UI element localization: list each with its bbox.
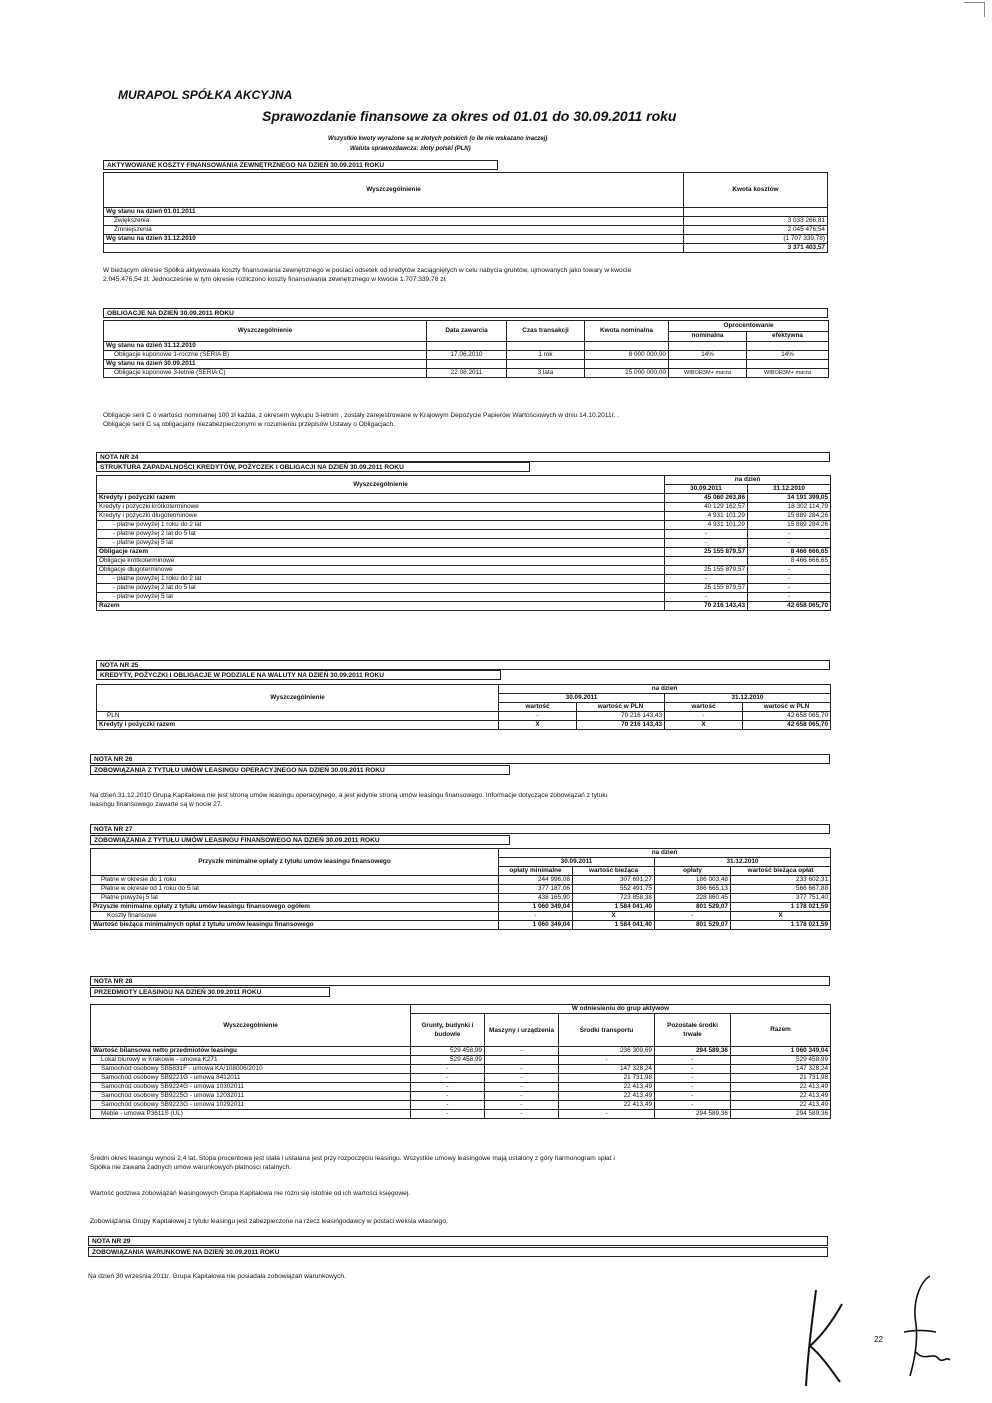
signature-initials (890, 1272, 960, 1382)
table-row: Wartość bieżąca minimalnych opłat z tytułu umów leasingu finansowego 1 060 349,04 1 584 041,40 801 529,07 1 178 021,59 (91, 921, 831, 930)
section-operating-lease-title: ZOBOWIĄZANIA Z TYTUŁU UMÓW LEASINGU OPERACYJNEGO NA DZIEŃ 30.09.2011 ROKU (90, 765, 510, 775)
table-row: - płatne powyżej 2 lat do 5 lat 25 155 879,57 - (97, 584, 831, 593)
operating-lease-text: Na dzień 31.12.2010 Grupa Kapitałowa nie jest stroną umów leasingu operacyjnego, a jest jedynie stroną umów leasingu finansowego. Informacje dotyczące zobowiązań z tytułu leasingu finansowego zawarte są w nocie 27. (90, 792, 608, 808)
contingent-text: Na dzień 30 września 2011r. Grupa Kapitałowa nie posiadała zobowiązań warunkowych. (88, 1273, 346, 1280)
table-row: Zwiększenia 3 033 266,81 (104, 217, 828, 226)
capitalized-costs-table (103, 172, 828, 253)
table-row: - płatne powyżej 1 roku do 2 lat - - (97, 575, 831, 584)
section-leased-assets-title: PRZEDMIOTY LEASINGU NA DZIEŃ 30.09.2011 ROKU (90, 987, 330, 997)
table-row: Wg stanu na dzień 01.01.2011 (104, 208, 828, 217)
section-maturity-title: STRUKTURA ZAPADALNOŚCI KREDYTÓW, POŻYCZEK I OBLIGACJI NA DZIEŃ 30.09.2011 ROKU (96, 462, 530, 472)
table-row: Wg stanu na dzień 31.12.2010 (1 707 339,78) (104, 235, 828, 244)
section-finance-lease-title: ZOBOWIĄZANIA Z TYTUŁU UMÓW LEASINGU FINANSOWEGO NA DZIEŃ 30.09.2011 ROKU (90, 835, 510, 845)
bonds-text: Obligacje serii C o wartości nominalnej 100 zł każda, z okresem wykupu 3-letnim , zostały zarejestrowane w Krajowym Depozycie Papierów Wartościowych w dniu 14.10.2011r. . Obligacje serii C są obligacjami niezabezpieczonymi w rozumieniu przepisów Ustawy o Obligacjach. (103, 412, 619, 428)
table-row: Wartość bilansowa netto przedmiotów leasingu 529 458,99 - 236 309,69 294 589,36 1 060 349,04 (91, 1047, 831, 1056)
table-row: Samochód osobowy SB9223G - umowa 10292011 - - 22 413,49 - 22 413,49 (91, 1101, 831, 1110)
table-row: Zmniejszenia 2 045 476,54 (104, 226, 828, 235)
table-row: Meble - umowa P3611S (UL) - - - 294 589,36 294 589,36 (91, 1110, 831, 1119)
table-row: Kredyty i pożyczki długoterminowe 4 931 101,29 15 889 284,26 (97, 512, 831, 521)
section-currency-title: KREDYTY, POŻYCZKI I OBLIGACJE W PODZIALE NA WALUTY NA DZIEŃ 30.09.2011 ROKU (96, 670, 501, 680)
nota-28-label: NOTA NR 28 (90, 976, 830, 986)
table-row: Obligacje krótkoterminowe 8 466 666,65 (97, 557, 831, 566)
leased-assets-table: Wyszczególnienie W odniesieniu do grup aktywów Grunty, budynki i budowle Maszyny i urządzenia Środki transportu Pozostałe środki trwałe Razem Wartość bilansowa netto przedmiotów leasingu 529 458,99 - 236 309,69 294 589,36 1 060 349,04 Lokal biurowy w Krakowie - umowa K271 529 458,99 - - 529 458,99 Samochód osobowy SB5831F - umowa KA/108006/2010 - - 147 328,24 - 147 328,24 Samochód osobowy SB9221G - umowa 8412011 - - 21 731,98 - 21 731,98 Samochód osobowy SB9224G - umowa 10302011 - - 22 413,49 - 22 413,49 Samochód osobowy SB9225G - umowa 12032011 - - 22 413,49 - 22 413,49 Samochód osobowy SB9223G - umowa 10292011 - - 22 413,49 - 22 413,49 Meble - umowa P3611S (UL) - - - 294 589,36 294 589,36 (90, 1004, 831, 1119)
table-row: - płatne powyżej 2 lat do 5 lat - - (97, 530, 831, 539)
nota-27-label: NOTA NR 27 (90, 824, 830, 834)
table-row: Lokal biurowy w Krakowie - umowa K271 529 458,99 - - 529 458,99 (91, 1056, 831, 1065)
table-row: Obligacje kuponowe 1-roczne (SERIA B) 17.06.2010 1 rok 8 000 000,00 14% 14% (104, 351, 829, 360)
nota-29-label: NOTA NR 29 (88, 1236, 828, 1246)
table-row: Koszty finansowe - X - X (91, 912, 831, 921)
table-row: Samochód osobowy SB9225G - umowa 12032011 - - 22 413,49 - 22 413,49 (91, 1092, 831, 1101)
nota-26-label: NOTA NR 26 (90, 754, 830, 764)
fair-value-text: Wartość godziwa zobowiązań leasingowych Grupa Kapitałowa nie różni się istotnie od ich wartości księgowej. (90, 1190, 411, 1197)
scan-corner-mark (964, 2, 985, 17)
section-bonds-title: OBLIGACJE NA DZIEŃ 30.09.2011 ROKU (103, 308, 828, 318)
table-row: Wg stanu na dzień 30.09.2011 (104, 360, 829, 369)
section-capitalized-costs-title: AKTYWOWANE KOSZTY FINANSOWANIA ZEWNĘTRZNEGO NA DZIEŃ 30.09.2011 ROKU (103, 160, 498, 170)
table-row: Płatne w okresie do 1 roku 244 996,08 307 691,27 186 003,48 233 602,31 (91, 876, 831, 885)
table-row: Kredyty i pożyczki razem 45 060 263,86 34 191 399,05 (97, 494, 831, 503)
table-row: Samochód osobowy SB9224G - umowa 10302011 - - 22 413,49 - 22 413,49 (91, 1083, 831, 1092)
table-row: Płatne powyżej 5 lat 438 165,90 723 858,38 228 860,45 377 751,40 (91, 894, 831, 903)
table-row: Przyszłe minimalne opłaty z tytułu umów leasingu finansowego ogółem 1 060 349,04 1 584 041,40 801 529,07 1 178 021,59 (91, 903, 831, 912)
reporting-currency-note: Waluta sprawozdawcza: złoty polski (PLN) (350, 146, 471, 152)
table-row: Samochód osobowy SB5831F - umowa KA/108006/2010 - - 147 328,24 - 147 328,24 (91, 1065, 831, 1074)
signature-initial-k (790, 1282, 860, 1392)
table-row: Wg stanu na dzień 31.12.2010 (104, 342, 829, 351)
table-row: - płatne powyżej 5 lat - - (97, 539, 831, 548)
table-row: Razem 70 216 143,43 42 658 065,70 (97, 602, 831, 611)
currency-note: Wszystkie kwoty wyrażone są w złotych polskich (o ile nie wskazano inaczej) (328, 136, 548, 142)
table-row: Obligacje długoterminowe 25 155 879,57 - (97, 566, 831, 575)
page-number: 22 (874, 1335, 883, 1344)
currency-table: Wyszczególnienie na dzień 30.09.2011 31.12.2010 wartość wartość w PLN wartość wartość w PLN PLN - 70 216 143,43 - 42 658 065,70 Kredyty i pożyczki razem X 70 216 143,43 X 42 658 065,70 (96, 684, 831, 730)
col-amount: Kwota kosztów (684, 173, 828, 208)
company-name: MURAPOL SPÓŁKA AKCYJNA (118, 88, 293, 102)
capitalized-costs-text: W bieżącym okresie Spółka aktywowała koszty finansowania zewnętrznego w postaci odsetek od kredytów zaciągniętych w celu nabycia gruntów, ujmowanych jako towary w kwocie 2.045.476,54 zł. Jednocześnie w tym okresie rozliczono koszty finansowania zewnętrznego w kwocie 1.707.339,78 zł. (103, 267, 632, 283)
table-row: Kredyty i pożyczki krótkoterminowe 40 129 162,57 18 302 114,79 (97, 503, 831, 512)
table-row: PLN - 70 216 143,43 - 42 658 065,70 (97, 712, 831, 721)
leasing-terms-text: Średni okres leasingu wynosi 2,4 lat. Stopa procentowa jest stała i ustalana jest przy rozpoczęciu leasingu. Wszystkie umowy leasingowe mają ustalony z góry harmonogram spłat i Spółka nie zawarła żadnych umów warunkowych płatności ratalnych. (90, 1155, 615, 1171)
table-row: - płatne powyżej 1 roku do 2 lat 4 931 101,29 15 889 284,26 (97, 521, 831, 530)
security-text: Zobowiązania Grupy Kapitałowej z tytułu leasingu jest zabezpieczone na rzecz leasingodawcy w postaci weksla własnego. (90, 1218, 448, 1225)
nota-25-label: NOTA NR 25 (96, 660, 830, 670)
finance-lease-table: Przyszłe minimalne opłaty z tytułu umów leasingu finansowego na dzień 30.09.2011 31.12.2010 opłaty minimalne wartość bieżąca opłaty wartość bieżąca opłat Płatne w okresie do 1 roku 244 996,08 307 691,27 186 003,48 233 602,31 Płatne w okresie od 1 roku do 5 lat 377 187,06 552 491,75 386 665,13 566 667,88 Płatne powyżej 5 lat 438 165,90 723 858,38 228 860,45 377 751,40 Przyszłe minimalne opłaty z tytułu umów leasingu finansowego ogółem 1 060 349,04 1 584 041,40 801 529,07 1 178 021,59 Koszty finansowe - X - X Wartość bieżąca minimalnych opłat z tytułu umów leasingu finansowego 1 060 349,04 1 584 041,40 801 529,07 1 178 021,59 (90, 848, 831, 930)
table-row: 3 371 403,57 (104, 244, 828, 253)
table-row: Płatne w okresie od 1 roku do 5 lat 377 187,06 552 491,75 386 665,13 566 667,88 (91, 885, 831, 894)
bonds-table: Wyszczególnienie Data zawarcia Czas transakcji Kwota nominalna Oprocentowanie nominalna efektywna Wg stanu na dzień 31.12.2010 Obligacje kuponowe 1-roczne (SERIA B) 17.06.2010 1 rok 8 000 000,00 14% 14% Wg stanu na dzień 30.09.2011 Obligacje kuponowe 3-letnie (SERIA C) 22.08.2011 3 lata 25 000 000,00 WIBOR3M+ marża WIBOR3M+ marża (103, 320, 829, 378)
table-row: Samochód osobowy SB9221G - umowa 8412011 - - 21 731,98 - 21 731,98 (91, 1074, 831, 1083)
table-row: Obligacje razem 25 155 879,57 8 466 666,65 (97, 548, 831, 557)
col-desc: Wyszczególnienie (104, 173, 684, 208)
report-title: Sprawozdanie finansowe za okres od 01.01 do 30.09.2011 roku (262, 108, 677, 124)
nota-24-label: NOTA NR 24 (96, 452, 830, 462)
table-row: - płatne powyżej 5 lat - - (97, 593, 831, 602)
maturity-table: Wyszczególnienie na dzień 30.09.2011 31.12.2010 Kredyty i pożyczki razem 45 060 263,86 34 191 399,05 Kredyty i pożyczki krótkoterminowe 40 129 162,57 18 302 114,79 Kredyty i pożyczki długoterminowe 4 931 101,29 15 889 284,26 - płatne powyżej 1 roku do 2 lat 4 931 101,29 15 889 284,26 - płatne powyżej 2 lat do 5 lat - - - płatne powyżej 5 lat - - Obligacje razem 25 155 879,57 8 466 666,65 Obligacje krótkoterminowe 8 466 666,65 Obligacje długoterminowe 25 155 879,57 - - płatne powyżej 1 roku do 2 lat - - - płatne powyżej 2 lat do 5 lat 25 155 879,57 - - płatne powyżej 5 lat - - Razem 70 216 143,43 42 658 065,70 (96, 475, 831, 611)
section-contingent-title: ZOBOWIĄZANIA WARUNKOWE NA DZIEŃ 30.09.2011 ROKU (88, 1247, 828, 1257)
table-row: Obligacje kuponowe 3-letnie (SERIA C) 22.08.2011 3 lata 25 000 000,00 WIBOR3M+ marża WIBOR3M+ marża (104, 369, 829, 378)
table-row: Kredyty i pożyczki razem X 70 216 143,43 X 42 658 065,70 (97, 721, 831, 730)
